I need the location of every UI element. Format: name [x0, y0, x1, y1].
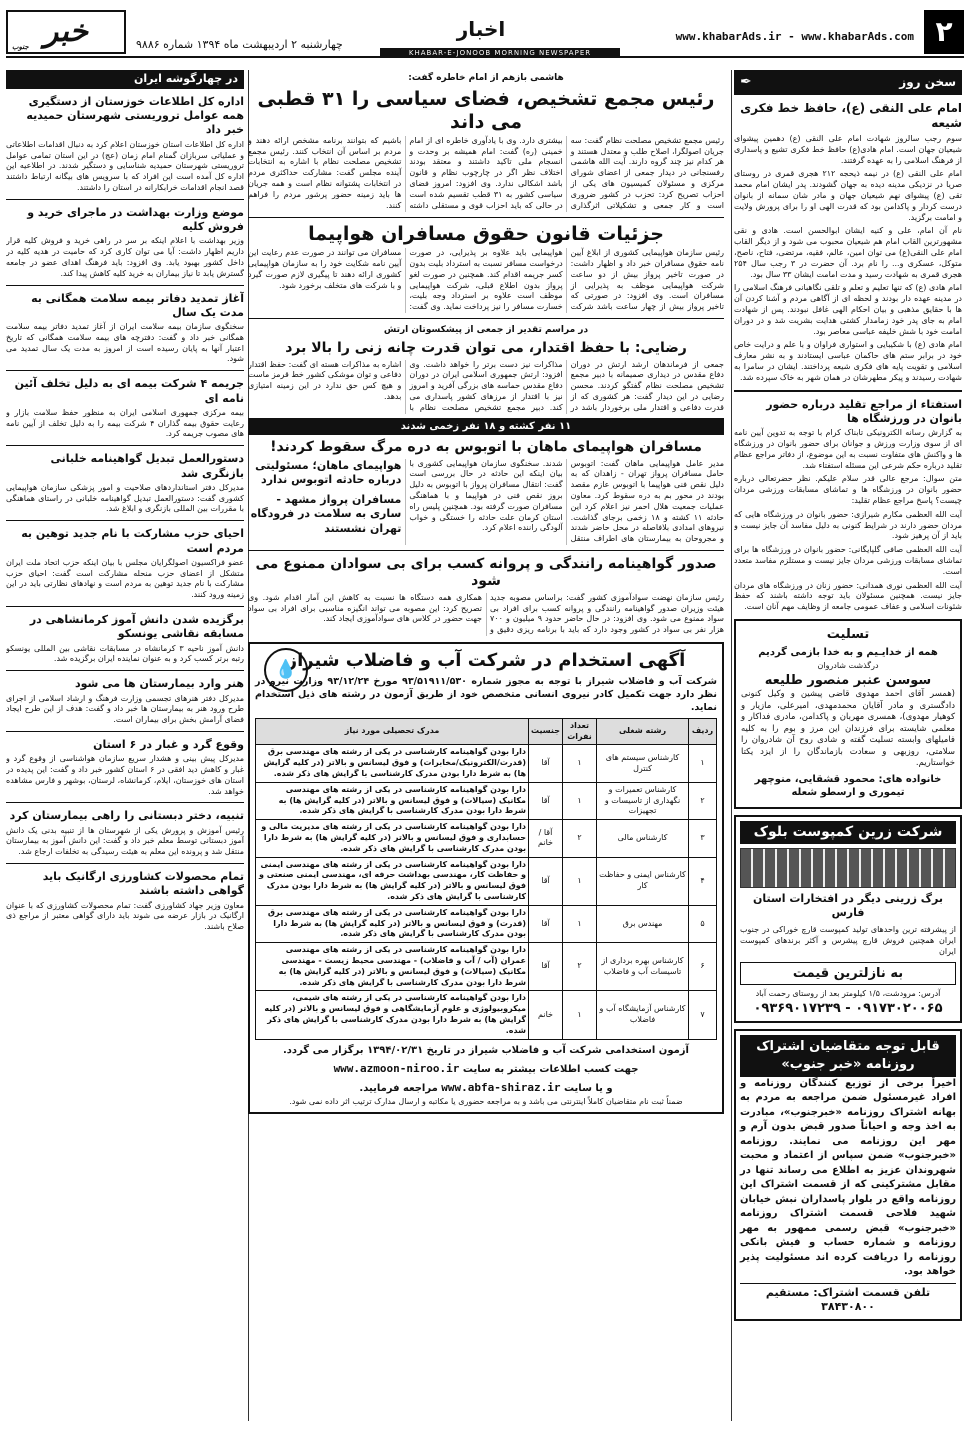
ad-price: به نازلترین قیمت [740, 962, 956, 986]
exam-date: آزمون استخدامی شرکت آب و فاضلاب شیراز در تاریخ ۱۳۹۴/۰۲/۳۱ برگزار می گردد. [283, 1044, 689, 1056]
recruitment-ad [248, 642, 724, 1114]
table-cell: دارا بودن گواهینامه کارشناسی در یکی از رشته های مهندسی ایمنی و حفاظت کار، مهندسی بهداشت حرفه ای، مهندسی ایمنی صنعتی و فوق لیسانس و بالاتر (در کلیه گرایش ها) به شرط دارا بودن مدرک کارشناسی با گرایش های ذکر شده. [256, 857, 529, 905]
editorial-paragraph: نام آن امام، علی و کنیه ایشان ابوالحسن است. هادی و نقی مشهورترین القاب امام هم شیعیان محبوب می شود و از دیگر القاب امام علی النقی(ع) می توان امین، عالم، فقیه، مرتضی، فتاح، ناصح، متوکل، عسکری و... را نام برد. آن حضرت در ۳ رجب سال ۲۵۴ هجری قمری به شهادت رسید و مدت امامت ایشان ۳۳ سال بود. [734, 226, 962, 279]
table-cell: آقا [529, 905, 563, 942]
table-cell: دارا بودن گواهینامه کارشناسی در یکی از رشته های شیمی، میکروبیولوژی و علوم آزمایشگاهی و فوق لیسانس و بالاتر (در کلیه گرایش ها) به شرط دارا بودن مدرک کارشناسی با گرایش های ذکر شده. [256, 991, 529, 1039]
article-body: رئیس سازمان هواپیمایی کشوری از ابلاغ آیین نامه حقوق مسافران خبر داد و اظهار داشت: در صورت تاخیر پرواز بیش از دو ساعت شرکت هواپیمایی موظف به پذیرایی از مسافران است. وی افزود: در صورتی که تاخیر پرواز بیش از چهار ساعت باشد شرکت هواپیمایی باید علاوه بر پذیرایی، در صورت درخواست مسافر نسبت به استرداد بلیت بدون کسر جریمه اقدام کند. همچنین در صورت لغو پرواز بدون اطلاع قبلی، شرکت هواپیمایی موظف است علاوه بر استرداد وجه بلیت، خسارت مسافر را نیز پرداخت نماید. وی گفت: مسافران می توانند در صورت عدم رعایت این آیین نامه شکایت خود را به سازمان هواپیمایی کشوری ارائه دهند تا پیگیری لازم صورت گیرد و با شرکت های متخلف برخورد شود. [248, 248, 724, 312]
news-body: رئیس آموزش و پرورش یکی از شهرستان ها از تنبیه بدنی یک دانش آموز دبستانی توسط معلم خبر داد و گفت: این دانش آموز به بیمارستان منتقل شد و پرونده این معلم به هیئت رسیدگی به تخلفات ارجاع شد. [6, 825, 244, 857]
table-cell: ۷ [689, 991, 717, 1039]
column-header: مدرک تحصیلی مورد نیاز [256, 718, 529, 745]
table-cell: آقا [529, 782, 563, 819]
table-cell: آقا [529, 857, 563, 905]
table-cell: ۳ [689, 820, 717, 857]
article-body: رئیس مجمع تشخیص مصلحت نظام گفت: سه جریان اصولگرا، اصلاح طلب و معتدل هستند و هر کدام نیز چند گروه دارند. آیت الله هاشمی رفسنجانی در دیدار جمعی از اعضای شورای مرکزی و مسئولان کمیسیون های یکی از احزاب تصریح کرد: تحزب در کشور ضروری است و کار جمعی و تشکیلاتی اثرگذاری بیشتری دارد. وی با یادآوری خاطره ای از امام خمینی (ره) گفت: امام همیشه بر وحدت و انسجام ملی تاکید داشتند و معتقد بودند اختلاف نظر اگر در چارچوب نظام و قانون باشد اشکالی ندارد. وی افزود: امروز فضای سیاسی کشور به ۳۱ قطب تقسیم شده است در حالی که باید احزاب قوی و مستقلی داشته باشیم که بتوانند برنامه مشخص ارائه دهند و مردم بر اساس آن انتخاب کنند. رئیس مجمع تشخیص مصلحت نظام با اشاره به انتخابات آینده مجلس گفت: مشارکت حداکثری مردم در انتخابات پشتوانه نظام است و همه جریان ها باید زمینه حضور پرشور مردم را فراهم کنند. [248, 135, 724, 210]
more-info: و یا سایت www.abfa-shiraz.ir مراجعه فرمایید. [255, 1080, 717, 1097]
table-cell: ۱ [563, 745, 597, 782]
subscription-body: اخیراً برخی از توزیع کنندگان روزنامه و افراد غیرمسئول ضمن مراجعه به مردم به بهانه اشتراک روزنامه «خبرجنوب»، مبادرت به اخذ وجه و احیاناً صدور قبض بدون آرم و مهر این روزنامه می نمایند. روزنامه «خبرجنوب» ضمن سپاس از اعتماد و محبت شهروندان عزیز به اطلاع می رساند تنها در مقابل مشترکینی که از قسمت اشتراک این روزنامه واقع در بلوار پاسداران نبش خیابان شهید فلاحی قسمت اشتراک روزنامه «خبرجنوب» قبض رسمی ممهور به مهر روزنامه و شماره حساب و فیش بانکی روزنامه را دریافت کرده اند مسئولیت پذیر خواهد بود. [740, 1077, 956, 1278]
table-cell: کارشناس مالی [597, 820, 689, 857]
subscription-phone: تلفن قسمت اشتراک: مستقیم ۳۸۴۳۰۸۰۰ [740, 1283, 956, 1316]
condolence-line: درگذشت شادروان [817, 661, 879, 670]
table-row [256, 820, 717, 857]
news-title: دستورالعمل تبدیل گواهینامه خلبانی بازنگری شد [50, 452, 244, 480]
table-row [256, 905, 717, 942]
table-row [256, 991, 717, 1039]
table-cell: ۱ [563, 782, 597, 819]
condolence-body: (همسر آقای احمد مهدوی قاضی پیشین و وکیل کنونی دادگستری و مادر آقایان محمدمهدی، امیرعلی، مازیار و کوهیار مهدوی)، همسری مهربان و پاکدامن، مادری فداکار و معلمی شایسته برای فرزندان این مرز و بوم را به کلیه فامیلهای وابسته تسلیت گفته و شادی روح آن شادروان را سلامتی، روزبهی و سعادت بازماندگان را از ایزد یکتا خواستاریم. [741, 689, 955, 769]
table-cell: مهندس برق [597, 905, 689, 942]
news-title: موضع وزارت بهداشت در ماجرای خرید و فروش کلیه [27, 205, 244, 234]
headline-kicker: در مراسم تقدیر از جمعی از پیشکسوتان ارتش [383, 324, 589, 335]
ad-address: آدرس: مرودشت، ۱/۵ کیلومتر بعد از روستای رحمت آباد [755, 989, 941, 999]
table-header-row [256, 718, 717, 745]
column-header: جنسیت [529, 718, 563, 745]
news-body: عضو فراکسیون اصولگرایان مجلس با بیان اینکه حزب اتحاد ملت ایران متشکل از اعضای حزب منحله مشارکت است گفت: احیای حزب مشارکت با نام جدید توهین به مردم است و نهادهای نظارتی باید در این زمینه ورود کنند. [6, 557, 244, 600]
table-cell: کارشناس آزمایشگاه آب و فاضلاب [597, 991, 689, 1039]
table-cell: آقا [529, 745, 563, 782]
ad-title: شرکت زرین کمپوست بلوک [740, 821, 956, 844]
table-row [256, 782, 717, 819]
news-body: وزیر بهداشت با اعلام اینکه بر سر در راهی خرید و فروش کلیه قرار داریم اظهار داشت: آیا می توان کاری کرد که حامیت در هدیه کلیه در داخل کشور بهبود یابد. وی افزود: باید فرهنگ اهدای عضو در جامعه گسترش یابد تا نیاز بیماران به خرید کلیه کاهش پیدا کند. [6, 236, 244, 278]
editorial-paragraph: امام هادی (ع) با شکیبایی و استواری فراوان و با علم و درایت خاص خود در برابر ستم های حاکمان عباسی ایستادند و به نشر معارف اسلامی و تقویت پایه های فکری شیعه پرداختند. ایشان در سامرا به شهادت رسیدند و پیکر مطهرشان در همان شهر به خاک سپرده شد. [734, 340, 962, 382]
table-cell: آقا / خانم [529, 820, 563, 857]
column-divider [731, 70, 732, 1421]
ad-subtitle: برگ زرینی دیگر در افتخارات استان فارس [752, 891, 944, 920]
news-body: مدیرکل پیش بینی و هشدار سریع سازمان هواشناسی از وقوع گرد و غبار و کاهش دید افقی در ۶ استان کشور خبر داد و گفت: این پدیده در استان های خوزستان، ایلام، کرمانشاه، لرستان، بوشهر و فارس مشاهده خواهد شد. [6, 754, 244, 796]
table-cell: دارا بودن گواهینامه کارشناسی در یکی از رشته های مهندسی برق (قدرت/الکترونیک/مخابرات) و فوق لیسانس و بالاتر (در کلیه گرایش ها) به شرط دارا بودن مدرک کارشناسی با گرایش های ذکر شده. [256, 745, 529, 782]
condolence-title: تسلیت [826, 626, 870, 642]
table-cell: دارا بودن گواهینامه کارشناسی در یکی از رشته های مدیریت مالی و حسابداری و فوق لیسانس و بالاتر (در کلیه گرایش ها) به شرط دارا بودن مدرک کارشناسی با گرایش های ذکر شده. [256, 820, 529, 857]
ad-phone: ۰۹۱۷۳۰۲۰۰۶۵ - ۰۹۳۶۹۰۱۷۲۳۹ [753, 1000, 943, 1016]
subscription-title: قابل توجه متقاضیان اشتراک روزنامه «خبر جنوب» [740, 1035, 956, 1076]
article-title: استفتاء از مراجع تقلید درباره حضور بانوان در ورزشگاه ها [766, 397, 962, 425]
table-cell: ۱ [689, 745, 717, 782]
company-site-link[interactable]: www.abfa-shiraz.ir [441, 1081, 561, 1095]
condolence-line: همه از خدایـیم و به خدا بازمی گردیم [758, 646, 938, 658]
table-cell: دارا بودن گواهینامه کارشناسی در یکی از رشته های مهندسی مکانیک (سیالات) و فوق لیسانس و بالاتر (در کلیه گرایش ها) به شرط دارا بودن مدرک کارشناسی با گرایش های ذکر شده. [256, 782, 529, 819]
water-drop-logo-icon: 💧 [264, 648, 308, 692]
editorial-title: امام علی النقی (ع)، حافظ خط فکری شیعه [740, 100, 962, 131]
headline: رئیس مجمع تشخیص، فضای سیاسی را ۳۱ قطبی می داند [257, 88, 715, 133]
headline: صدور گواهینامه رانندگی و پروانه کسب برای بی سوادان ممنوع می شود [255, 555, 717, 590]
newspaper-logo [6, 10, 126, 54]
exam-site-link[interactable]: www.azmoon-niroo.ir [333, 1061, 460, 1075]
editorial-paragraph: امام علی النقی (ع) در نیمه ذیحجه ۲۱۲ هجری قمری در روستای صریا در نزدیکی مدینه دیده به جهان گشودند. پدر ایشان امام محمد تقی (ع) پیشوای نهم شیعیان جهان و مادر شان سمانه از بانوان درست کردار و پاکدامن بود که قدرت الهی او را برای پرورش ولایت و امامت برگزید. [734, 169, 962, 222]
news-title: برگزیده شدن دانش آموز کرمانشاهی در مسابقه نقاشی یونسکو [29, 613, 244, 641]
news-body: معاون وزیر جهاد کشاورزی گفت: تمام محصولات کشاورزی که با عنوان ارگانیک در بازار عرضه می شوند باید دارای گواهی معتبر از مراجع ذی صلاح باشند. [6, 900, 244, 932]
positions-table [255, 718, 717, 1040]
condolence-family: خانواده های: محمود قشقایی، منوچهر تیموری و ارسطو شعله [754, 773, 942, 799]
headline-kicker: ۱۱ نفر کشته و ۱۸ نفر زخمی شدند [248, 418, 724, 436]
table-cell: ۲ [563, 820, 597, 857]
section-label: در چهارگوشه ایران [6, 70, 244, 89]
table-cell: خانم [529, 991, 563, 1039]
recruitment-title: آگهی استخدام در شرکت آب و فاضلاب شیراز [286, 650, 686, 672]
article-body: جمعی از فرماندهان ارشد ارتش در دوران دفاع مقدس در دیداری صمیمانه با دبیر مجمع تشخیص مصلحت نظام گفتگو کردند. محسن رضایی در این دیدار گفت: هر کشوری که از قدرت دفاعی و اقتدار ملی برخوردار باشد در مذاکرات نیز دست برتر را خواهد داشت. وی افزود: ارتش جمهوری اسلامی ایران در دوران دفاع مقدس حماسه های بزرگی آفرید و امروز نیز با اقتدار از مرزهای کشور پاسداری می کند. دبیر مجمع تشخیص مصلحت نظام با اشاره به مذاکرات هسته ای گفت: حفظ اقتدار دفاعی و توان موشکی کشور خط قرمز ماست و هیچ کس حق ندارد در این زمینه امتیازی بدهد. [248, 359, 724, 412]
recruitment-intro: شرکت آب و فاضلاب شیراز با توجه به مجوز شماره ۹۳/۵۱۹۱۱/۵۳۰ مورخ ۹۳/۱۲/۲۴ وزارت نیرو در نظر دارد جهت تکمیل کادر نیروی انسانی متخصص خود از طریق آزمون در رشته های ذیل استخدام نماید. [255, 676, 717, 713]
table-row [256, 857, 717, 905]
news-body: بیمه مرکزی جمهوری اسلامی ایران به منظور حفظ سلامت بازار و رعایت حقوق بیمه گذاران ۴ شرکت بیمه را به دلیل تخلف از آیین نامه های مصوب جریمه کرد. [6, 407, 244, 439]
table-cell: کارشناس بهره برداری از تاسیسات آب و فاضلاب [597, 943, 689, 991]
table-cell: کارشناس سیستم های کنترل [597, 745, 689, 782]
table-cell: دارا بودن گواهینامه کارشناسی در یکی از رشته های مهندسی برق (قدرت) و فوق لیسانس و بالاتر (در کلیه گرایش ها) به شرط دارا بودن مدرک کارشناسی با گرایش های ذکر شده. [256, 905, 529, 942]
table-cell: دارا بودن گواهینامه کارشناسی در یکی از رشته های مهندسی عمران (آب / آب و فاضلاب) - مهندسی محیط زیست - مهندسی مکانیک (سیالات) و فوق لیسانس و بالاتر (در کلیه گرایش ها) به شرط دارا بودن مدرک کارشناسی با گرایش های ذکر شده. [256, 943, 529, 991]
registration-note: ضمناً ثبت نام متقاضیان کاملاً اینترنتی می باشد و به مراجعه حضوری یا مکاتبه و ارسال مدارک ترتیب اثر داده نمی شود. [289, 1096, 683, 1106]
english-strip: KHABAR-E-JONOOB MORNING NEWSPAPER [380, 48, 620, 58]
subheadline: مسافران پرواز مشهد - ساری به سلامت در فرودگاه تهران نشستند [250, 493, 402, 535]
column-header: رشته شغلی [597, 718, 689, 745]
table-cell: آقا [529, 943, 563, 991]
article-paragraph: متن سوال: مرجع عالی قدر سلام علیکم. نظر حضرتعالی درباره حضور بانوان در ورزشگاه ها و تماشای مسابقات ورزشی مردان چیست؟ پاسخ مراجع عظام تقلید: [734, 474, 962, 505]
compost-ad [734, 815, 962, 1024]
article-body: رئیس سازمان نهضت سوادآموزی کشور گفت: براساس مصوبه جدید هیئت وزیران صدور گواهینامه رانندگی و پروانه کسب برای افراد بی سواد ممنوع می شود. وی افزود: در حال حاضر حدود ۹ میلیون و ۷۰۰ هزار نفر بی سواد در کشور وجود دارد که باید با برنامه ریزی دقیق و همکاری همه دستگاه ها نسبت به کاهش این آمار اقدام شود. وی تصریح کرد: این مصوبه می تواند انگیزه مناسبی برای افراد بی سواد جهت حضور در کلاس های سوادآموزی ایجاد کند. [248, 592, 724, 635]
table-cell: کارشناس ایمنی و حفاظت کار [597, 857, 689, 905]
news-body: مدیرکل دفتر استانداردهای صلاحیت و امور پزشکی سازمان هواپیمایی کشوری گفت: دستورالعمل تبدیل گواهینامه خلبانی در راستای هماهنگی با مقررات بین المللی بازنگری و ابلاغ شد. [6, 482, 244, 514]
editorial-label: سخن روز ✒ [734, 70, 962, 95]
compost-blocks-image [740, 848, 956, 888]
issue-date: چهارشنبه ۲ اردیبهشت ماه ۱۳۹۴ شماره ۹۸۸۶ [136, 38, 343, 51]
column-header: ردیف [689, 718, 717, 745]
table-row [256, 745, 717, 782]
news-title: آغاز تمدید دفاتر بیمه سلامت همگانی به مدت یک سال [31, 291, 244, 319]
table-cell: ۲ [689, 782, 717, 819]
logo-text: خبر [43, 13, 89, 49]
article-paragraph: آیت الله العظمی صافی گلپایگانی: حضور بانوان در ورزشگاه ها برای تماشای مسابقات ورزشی مردان جایز نیست و مستلزم مفاسد متعدد است. [734, 545, 962, 576]
column-header: تعداد نفرات [563, 718, 597, 745]
left-column [6, 70, 244, 1421]
article-paragraph: آیت الله العظمی نوری همدانی: حضور زنان در ورزشگاه های مردان جایز نیست. همچنین مسئولان باید توجه داشته باشند که حفظ شئونات اسلامی و عفاف عمومی جامعه از وظایف مهم آنان است. [734, 580, 962, 612]
table-cell: ۱ [563, 991, 597, 1039]
right-column [734, 70, 962, 1421]
quill-icon: ✒ [740, 74, 752, 90]
headline-kicker: هاشمی بازهم از امام خاطره گفت: [408, 73, 564, 83]
editorial-paragraph: سوم رجب سالروز شهادت امام علی النقی (ع) دهمین پیشوای شیعیان جهان است. امام هادی(ع) حافظ خط فکری تشیع و پاسداری از فرهنگ اسلامی را به عهده گرفتند. [734, 134, 962, 165]
news-title: هنر وارد بیمارستان ها می شود [74, 677, 244, 691]
editorial-paragraph: امام هادی (ع) که تنها تعلیم و تعلم و تلقی نگاهبانی فرهنگ اسلامی را در مدینه عهده دار بودند و لحظه ای از آگاهی مردم و آشنا کردن آن ها با حقایق مذهبی و بیان احکام الهی غافل نبودند. پس از شهادت امام به جای پدر خود زمامدار کشتی هدایت بشریت شد و در دوران امامت خود با شش خلیفه عباسی معاصر بود. [734, 283, 962, 336]
more-info: جهت کسب اطلاعات بیشتر به سایت www.azmoon-niroo.ir [255, 1061, 717, 1078]
table-row [256, 943, 717, 991]
headline: رضایی: با حفظ اقتدار، می توان قدرت چانه زنی را بالا برد [285, 340, 687, 357]
table-cell: کارشناس تعمیرات و نگهداری از تاسیسات و تجهیزات [597, 782, 689, 819]
news-title: تنبیه، دختر دبستانی را راهی بیمارستان کرد [9, 809, 244, 823]
article-paragraph: آیت الله العظمی مکارم شیرازی: حضور بانوان در ورزشگاه هایی که مردان حضور دارند در شرایط کنونی به دلیل مفاسد آن جایز نیست و باید از آن پرهیز شود. [734, 509, 962, 541]
table-cell: ۵ [689, 905, 717, 942]
table-cell: ۱ [563, 857, 597, 905]
news-title: اداره کل اطلاعات خوزستان از دستگیری همه عوامل تروریستی شهرستان حمیدیه خبر داد [26, 94, 244, 137]
news-title: احیای حزب مشارکت با نام جدید توهین به مردم است [21, 527, 244, 555]
table-cell: ۴ [689, 857, 717, 905]
subscription-notice [734, 1029, 962, 1321]
news-title: جریمه ۴ شرکت بیمه ای به دلیل تخلف آئین نامه ای [14, 377, 244, 405]
table-cell: ۱ [563, 905, 597, 942]
news-body: دانش آموز ناحیه ۳ کرمانشاه در مسابقات نقاشی بین المللی یونسکو رتبه برتر کسب کرد و به عنوان نماینده ایران برگزیده شد. [6, 643, 244, 664]
headline: مسافران هواپیمای ماهان با اتوبوس به دره مرگ سقوط کردند! [270, 439, 702, 456]
table-cell: ۶ [689, 943, 717, 991]
article-body: مدیر عامل هواپیمایی ماهان گفت: اتوبوس حامل مسافران پرواز تهران - زاهدان که به دلیل نقص فنی هواپیما با اتوبوس عازم مقصد بودند در محور بم به دره سقوط کرد. معاون عملیات جمعیت هلال احمر نیز اعلام کرد این حادثه ۱۱ کشته و ۱۸ زخمی برجای گذاشت. نیروهای امدادی بلافاصله در محل حاضر شدند و مجروحان به بیمارستان های اطراف منتقل شدند. سخنگوی سازمان هواپیمایی کشوری با بیان اینکه این حادثه در حال بررسی است گفت: انتقال مسافران پرواز با اتوبوس به دلیل بروز نقص فنی در هواپیما و با هماهنگی مسافران صورت گرفته بود. همچنین پلیس راه استان کرمان علت حادثه را خستگی و خواب آلودگی راننده اعلام کرد. هواپیمای ماهان؛ مسئولیتی درباره حادثه اتوبوس ندارد مسافران پرواز مشهد - ساری به سلامت در فرودگاه تهران نشستند [248, 459, 724, 545]
news-title: تمام محصولات کشاورزی ارگانیک باید گواهی داشته باشند [42, 870, 244, 898]
subheadline: هواپیمای ماهان؛ مسئولیتی درباره حادثه اتوبوس ندارد [255, 458, 402, 486]
middle-column [248, 70, 724, 1421]
page-number: ۲ [924, 10, 964, 54]
news-body: سخنگوی سازمان بیمه سلامت ایران از آغاز تمدید دفاتر بیمه سلامت همگانی خبر داد و گفت: دفترچه های بیمه سلامت همگانی که تاریخ اعتبار آنها به پایان رسیده است از امروز به مدت یک سال تمدید می شود. [6, 322, 244, 364]
condolence-notice [734, 619, 962, 809]
headline: جزئیات قانون حقوق مسافران هواپیما [308, 223, 664, 246]
website-url[interactable]: www.khabarAds.ir - www.khabarAds.com [675, 30, 914, 43]
logo-subtext: جنوب [12, 41, 29, 51]
ad-description: از پیشرفته ترین واحدهای تولید کمپوست قارچ خوراکی در جنوب ایران همچنین فروش قارچ پیشرس و آکثر برندهای کمپوست ایران [740, 925, 956, 956]
news-body: مدیرکل دفتر هنرهای تجسمی وزارت فرهنگ و ارشاد اسلامی از اجرای طرح ورود هنر به بیمارستان ها خبر داد و گفت: هدف از این طرح ایجاد فضای آرامش بخش برای بیماران است. [6, 693, 244, 725]
table-cell: ۲ [563, 943, 597, 991]
section-title: اخبار [456, 17, 506, 41]
news-body: اداره کل اطلاعات استان خوزستان اعلام کرد به دنبال اقدامات اطلاعاتی و عملیاتی سربازان گمنام امام زمان (عج) در این استان تمامی عوامل تروریستی شهرستان حمیدیه شناسایی و دستگیر شدند. در اطلاعیه این اداره کل آمده است این افراد که با سرویس های بیگانه ارتباط داشتند قصد انجام اقدامات خرابکارانه در استان را داشتند. [6, 139, 244, 192]
condolence-name: سوسن عنبر منصور طلیعه [764, 672, 932, 688]
news-title: وقوع گرد و غبار در ۶ استان [93, 737, 244, 751]
article-paragraph: به گزارش رسانه الکترونیکی تابناک کرام با توجه به تدوین آیین نامه ای از سوی وزارت ورزش و جوانان برای حضور بانوان در ورزشگاه ها و واکنش های متفاوت نسبت به این موضوع، از دفاتر مراجع عظام تقلید درباره حکم شرعی این مسئله استفتاء شد. [734, 428, 962, 470]
